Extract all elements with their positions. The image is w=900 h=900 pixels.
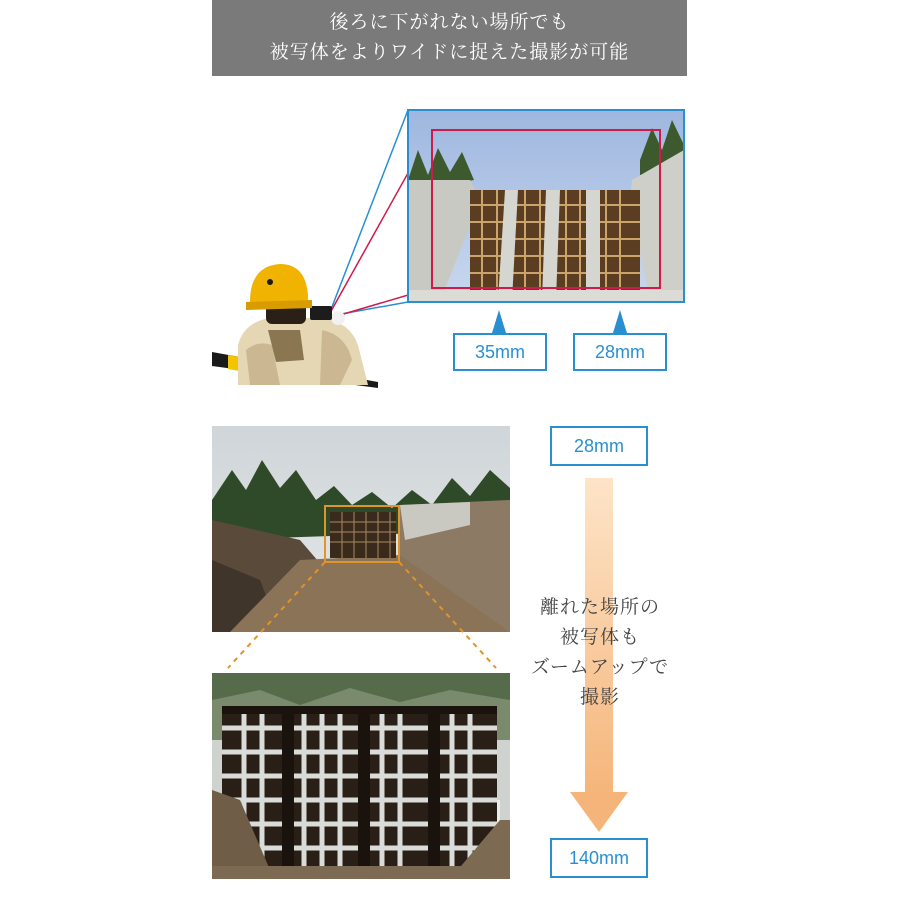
pointer-35mm xyxy=(492,310,506,333)
zoom-photo-tele xyxy=(212,673,510,879)
banner-line-1: 後ろに下がれない場所でも xyxy=(329,11,570,33)
photographer-illustration xyxy=(212,264,378,388)
zoom-description xyxy=(520,592,680,712)
desc-line-2: 被写体も xyxy=(559,626,640,648)
desc-line-1: 離れた場所の xyxy=(539,596,660,618)
dam-photo-wide xyxy=(408,110,684,302)
label-28mm: 28mm xyxy=(573,333,667,371)
zoom-start-label: 28mm xyxy=(550,426,648,466)
desc-line-4: 撮影 xyxy=(579,686,620,708)
zoom-photo-wide xyxy=(212,426,510,632)
banner-line-2: 被写体をよりワイドに捉えた撮影が可能 xyxy=(269,41,630,63)
label-35mm: 35mm xyxy=(453,333,547,371)
desc-line-3: ズームアップで xyxy=(530,656,670,678)
pointer-28mm xyxy=(613,310,627,333)
zoom-end-label: 140mm xyxy=(550,838,648,878)
